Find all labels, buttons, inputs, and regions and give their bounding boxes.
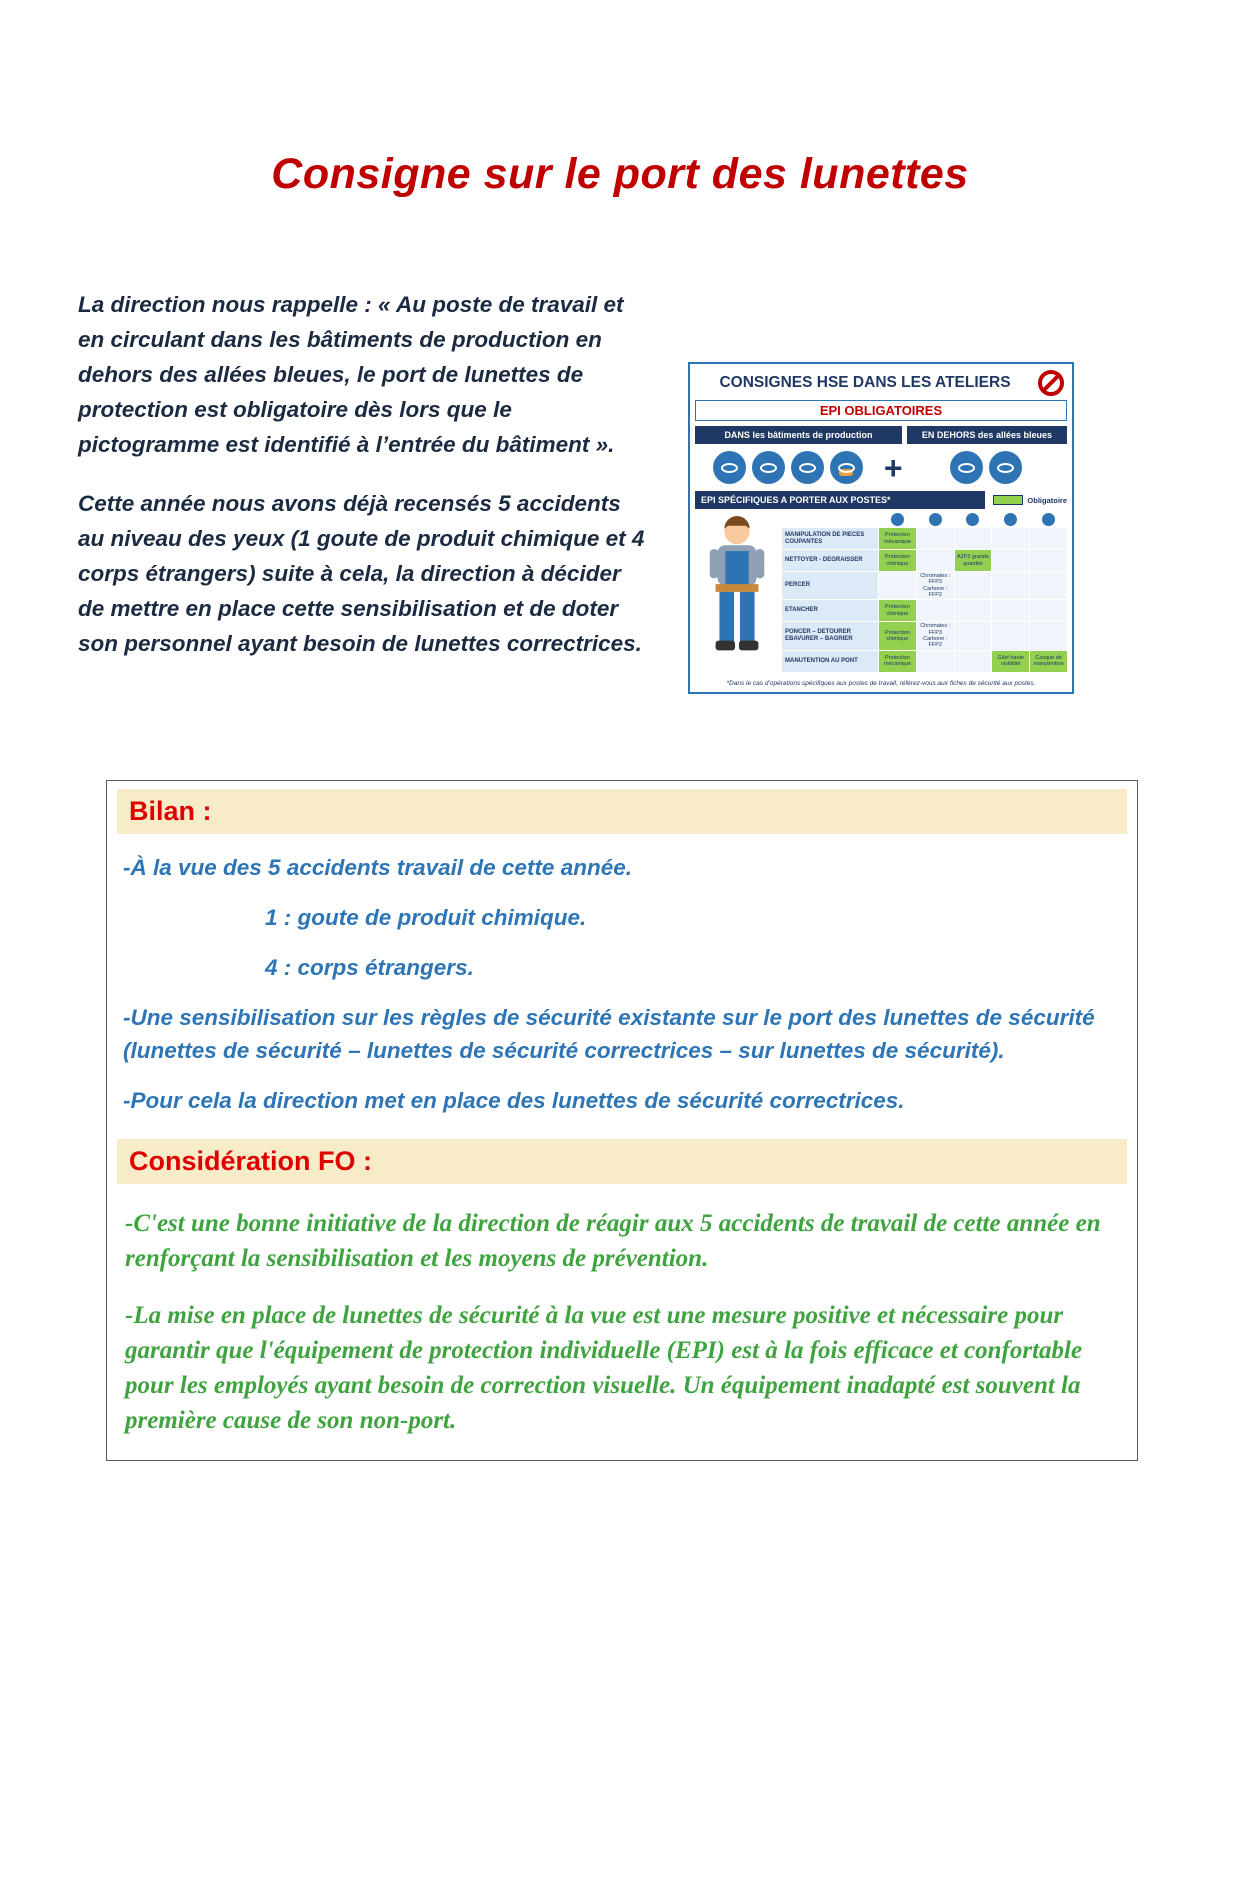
table-icon-header-row: [782, 512, 1067, 527]
plus-sign: +: [883, 449, 903, 486]
row-cell: [992, 528, 1029, 549]
safety-shoes-icon: [752, 451, 785, 484]
row-cell: [992, 622, 1029, 649]
page-title: Consigne sur le port des lunettes: [271, 150, 969, 198]
intro-text-column: [78, 287, 652, 694]
row-cell: [1030, 572, 1067, 599]
prohibition-logo-icon: [1038, 370, 1064, 396]
empty-corner: [782, 512, 878, 527]
poster-column-headers: [695, 426, 1067, 444]
row-cell: [1030, 550, 1067, 571]
summary-box: [106, 780, 1138, 1461]
poster-section2-title: EPI SPÉCIFIQUES A PORTER AUX POSTES*: [695, 491, 985, 509]
consideration-paragraph-1: -C'est une bonne initiative de la direction de réagir aux 5 accidents de travail de cette année en renforçant la sensibilisation et les moyens de prévention.: [125, 1209, 1101, 1272]
row-cell: [955, 600, 992, 621]
poster-ppe-table: [782, 512, 1067, 673]
bilan-line-3: 4 : corps étrangers.: [265, 954, 474, 980]
table-row: [782, 600, 1067, 621]
row-label: PERCER: [782, 572, 878, 599]
row-cell: Protection chimique: [879, 550, 916, 571]
ppe-icons-inside-buildings: [695, 451, 882, 484]
bilan-line-5: -Pour cela la direction met en place des lunettes de sécurité correctrices.: [123, 1087, 905, 1113]
row-cell: Protection chimique: [879, 622, 916, 649]
row-cell: Protection mécanique: [879, 651, 916, 672]
consideration-header-bar: Considération FO :: [117, 1139, 1127, 1184]
poster-ppe-icons-row: [695, 451, 1067, 484]
row-cell: [955, 528, 992, 549]
row-label: NETTOYER - DEGRAISSER: [782, 550, 878, 571]
poster-footnote: *Dans le cas d’opérations spécifiques aux postes de travail, référez-vous aux fiches de sécurité aux postes.: [726, 679, 1036, 687]
worker-illustration: [695, 512, 779, 673]
glasses-icon: [879, 512, 916, 527]
row-label: MANIPULATION DE PIECES COUPANTES: [782, 528, 878, 549]
poster-title: CONSIGNES HSE DANS LES ATELIERS: [719, 374, 1011, 391]
table-row: [782, 622, 1067, 649]
row-cell: [917, 651, 954, 672]
intro-paragraph-2: Cette année nous avons déjà recensés 5 accidents au niveau des yeux (1 goute de produit chimique et 4 corps étrangers) suite à cela, la direction à décider de mettre en place cette sensibilisation et de doter son personnel ayant besoin de lunettes correctrices.: [78, 491, 645, 656]
row-cell: [917, 550, 954, 571]
row-cell: [917, 528, 954, 549]
row-cell: A2P2 grande quantité: [955, 550, 992, 571]
document-page: [0, 150, 1240, 1461]
row-cell: [955, 651, 992, 672]
intro-paragraph-1: La direction nous rappelle : « Au poste de travail et en circulant dans les bâtiments de production en dehors des allées bleues, le port de lunettes de protection est obligatoire dès lors que le pictogramme est identifié à l’entrée du bâtiment ».: [78, 292, 624, 457]
gloves-icon: [917, 512, 954, 527]
poster-table-area: [695, 512, 1067, 673]
row-cell: Gilet haute visibilité: [992, 651, 1029, 672]
row-cell: Chromates : FFP3 Carbone : FFP2: [917, 572, 954, 599]
row-cell: [992, 550, 1029, 571]
row-cell: Chromates : FFP3 Carbone : FFP2: [917, 622, 954, 649]
safety-glasses-icon: [989, 451, 1022, 484]
table-row: [782, 572, 1067, 599]
row-cell: Protection mécanique: [879, 528, 916, 549]
helmet-icon: [1030, 512, 1067, 527]
hearing-protection-icon: [713, 451, 746, 484]
row-cell: [955, 622, 992, 649]
row-cell: Protection chimique: [879, 600, 916, 621]
row-cell: Casque de manutention: [1030, 651, 1067, 672]
worker-cartoon: [698, 516, 776, 662]
row-cell: [955, 572, 992, 599]
poster-col-right-header: EN DEHORS des allées bleues: [907, 426, 1067, 444]
row-cell: [1030, 600, 1067, 621]
bilan-line-1: -À la vue des 5 accidents travail de cette année.: [123, 854, 632, 880]
bilan-header-bar: Bilan :: [117, 789, 1127, 834]
safety-boots-icon: [830, 451, 863, 484]
table-row: [782, 651, 1067, 672]
poster-col-left-header: DANS les bâtiments de production: [695, 426, 902, 444]
mask-icon: [955, 512, 992, 527]
table-row: [782, 550, 1067, 571]
row-label: MANUTENTION AU PONT: [782, 651, 878, 672]
row-cell: [917, 600, 954, 621]
legend-label: Obligatoire: [1027, 495, 1067, 505]
bilan-line-2: 1 : goute de produit chimique.: [265, 904, 587, 930]
row-cell: [992, 600, 1029, 621]
hard-hat-icon: [950, 451, 983, 484]
row-cell: [992, 572, 1029, 599]
legend-green-swatch: [993, 495, 1023, 505]
hse-poster: [688, 362, 1074, 694]
row-cell: [879, 572, 916, 599]
intro-section: [78, 287, 1180, 694]
row-label: ETANCHER: [782, 600, 878, 621]
poster-section2: [695, 491, 1067, 509]
protective-clothing-icon: [791, 451, 824, 484]
screen-icon: [992, 512, 1029, 527]
row-cell: [1030, 622, 1067, 649]
row-cell: [1030, 528, 1067, 549]
ppe-icons-outside-aisles: [905, 451, 1067, 484]
poster-legend: [993, 495, 1067, 505]
row-label: PONCER – DETOURER EBAVURER – BAGRIER: [782, 622, 878, 649]
table-row: [782, 528, 1067, 549]
consideration-paragraph-2: -La mise en place de lunettes de sécurité à la vue est une mesure positive et nécessaire pour garantir que l'équipement de protection individuelle (EPI) est à la fois efficace et confortable pour les employés ayant besoin de correction visuelle. Un équipement inadapté est souvent la première cause de son non-port.: [125, 1301, 1083, 1434]
bilan-line-4: -Une sensibilisation sur les règles de sécurité existante sur le port des lunettes de sécurité (lunettes de sécurité – lunettes de sécurité correctrices – sur lunettes de sécurité).: [123, 1004, 1095, 1063]
poster-epi-header: EPI OBLIGATOIRES: [695, 400, 1067, 421]
poster-header: [690, 364, 1072, 400]
